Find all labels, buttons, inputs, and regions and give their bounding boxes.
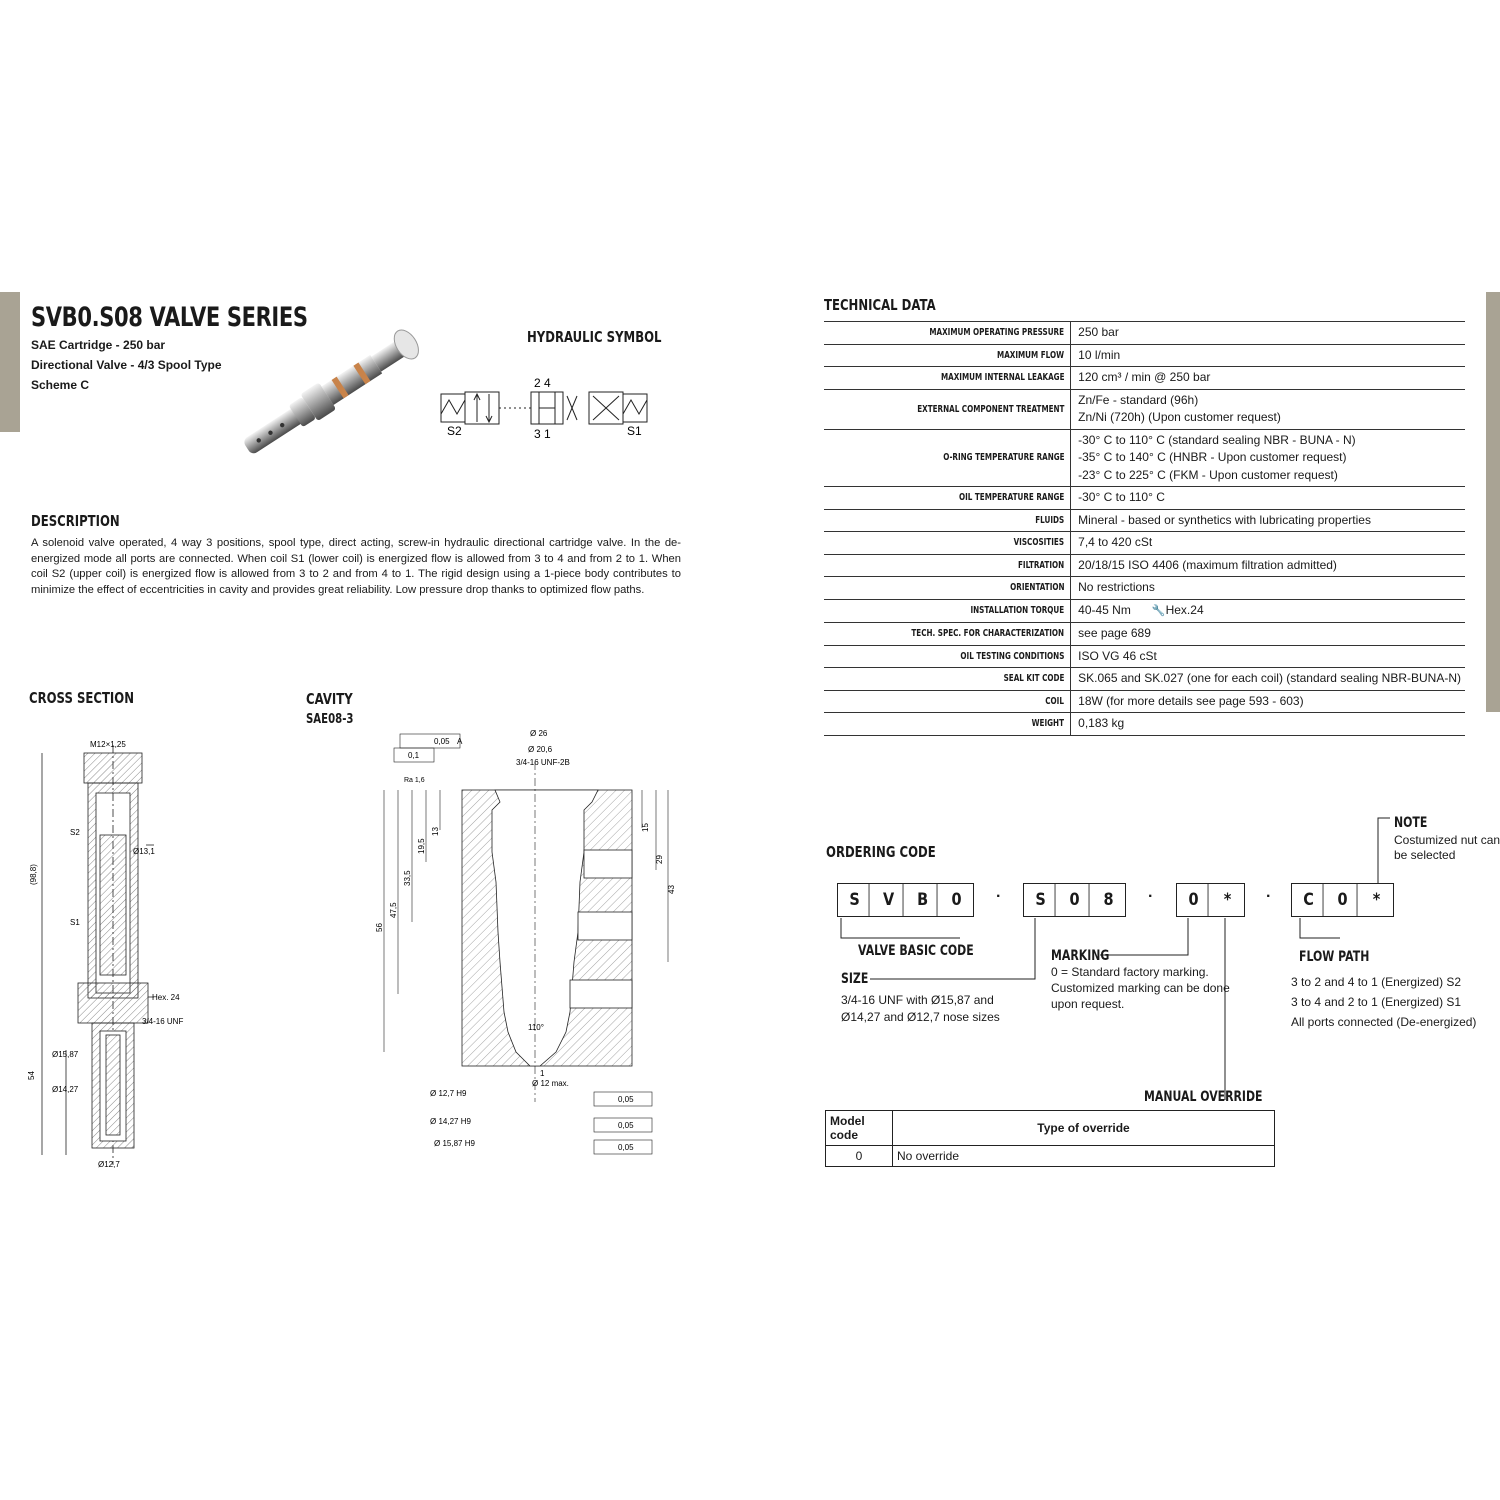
tech-value xyxy=(1071,429,1465,487)
tech-value-line: SK.065 and SK.027 (one for each coil) (standard sealing NBR-BUNA-N) xyxy=(1078,671,1461,685)
tech-label-text: SEAL KIT CODE xyxy=(1003,673,1065,685)
tech-label xyxy=(824,668,1071,691)
cs-d1587-label: Ø15,87 xyxy=(52,1050,79,1059)
size-text-2: Ø14,27 and Ø12,7 nose sizes xyxy=(841,1010,1000,1024)
symbol-ports-bottom: 3 1 xyxy=(534,427,551,441)
tech-row xyxy=(824,690,1465,713)
tech-value xyxy=(1071,713,1465,736)
tech-value-line: -35° C to 140° C (HNBR - Upon customer request) xyxy=(1078,450,1347,464)
tech-label-text: MAXIMUM OPERATING PRESSURE xyxy=(929,327,1065,339)
tech-label xyxy=(824,344,1071,367)
tech-value-line: 120 cm³ / min @ 250 bar xyxy=(1078,370,1211,384)
cav-dim56: 56 xyxy=(375,923,384,932)
code-char: B xyxy=(909,884,938,916)
tech-value-line: 18W (for more details see page 593 - 603) xyxy=(1078,693,1304,708)
tech-value-line: ISO VG 46 cSt xyxy=(1078,648,1157,663)
tech-label xyxy=(824,690,1071,713)
tech-row xyxy=(824,367,1465,390)
cav-dim475: 47,5 xyxy=(389,902,398,918)
tech-label-text: OIL TEMPERATURE RANGE xyxy=(958,492,1065,504)
right-edge-bar xyxy=(1486,292,1500,712)
tech-row xyxy=(824,668,1465,691)
technical-data-table xyxy=(824,321,1465,736)
tech-row xyxy=(824,599,1465,623)
cav-conc-2: 0,05 xyxy=(618,1121,634,1130)
tech-label-text: WEIGHT xyxy=(1031,718,1065,730)
description-text: A solenoid valve operated, 4 way 3 positions, spool type, direct acting, screw-in hydraulic directional cartridge valve. In the de-energized mode all ports are connected. When coil S1 (lower coil) is energized flow is allowed from 3 to 4 and from 2 to 1. When coil S2 (upper coil) is energized flow is allowed from 3 to 2 and from 4 to 1. The rigid design using a 1-piece body contributes to minimize the effect of eccentricities in cavity and provides great reliability. Low pressure drop thanks to optimized flow paths. xyxy=(31,537,681,596)
description-title: DESCRIPTION xyxy=(31,512,120,530)
page-title: SVB0.S08 VALVE SERIES xyxy=(31,302,308,333)
valve-basic-code-label: VALVE BASIC CODE xyxy=(858,943,974,959)
tech-row xyxy=(824,344,1465,367)
cav-dim15: 15 xyxy=(641,823,650,832)
flow-path-text-1: 3 to 2 and 4 to 1 (Energized) S2 xyxy=(1291,975,1462,989)
tech-value xyxy=(1071,599,1465,623)
tech-label xyxy=(824,599,1071,623)
cav-datum-a: A xyxy=(457,737,463,746)
tech-value-line: 0,183 kg xyxy=(1078,716,1125,730)
cs-s1-label: S1 xyxy=(70,918,80,927)
tech-value xyxy=(1071,487,1465,510)
cav-tol1: 0,05 xyxy=(434,737,450,746)
cs-length-label: (98,8) xyxy=(29,864,38,885)
cs-l54-label: 54 xyxy=(27,1071,36,1080)
tech-value-line: 40-45 Nm xyxy=(1078,602,1131,617)
tech-value-line: No restrictions xyxy=(1078,580,1155,594)
tech-label xyxy=(824,554,1071,577)
tech-label-text: MAXIMUM INTERNAL LEAKAGE xyxy=(940,372,1065,384)
subtitle-2: Directional Valve - 4/3 Spool Type xyxy=(31,358,222,372)
tech-label xyxy=(824,389,1071,429)
cs-d131-label: Ø13,1 xyxy=(133,847,155,856)
cs-thread-label: M12×1,25 xyxy=(90,740,126,749)
hydraulic-symbol xyxy=(437,374,652,442)
wrench-icon: 🔧 xyxy=(1148,604,1166,617)
tech-label xyxy=(824,532,1071,555)
tech-value-line: -23° C to 225° C (FKM - Upon customer request) xyxy=(1078,467,1338,482)
marking-title: MARKING xyxy=(1051,948,1110,964)
cross-section-drawing xyxy=(28,735,188,1175)
cavity-title: CAVITY xyxy=(306,690,353,708)
subtitle-3: Scheme C xyxy=(31,378,90,392)
code-char: 0 xyxy=(951,890,962,910)
tech-label-text: OIL TESTING CONDITIONS xyxy=(960,650,1065,662)
cav-h127: Ø 12,7 H9 xyxy=(430,1089,467,1098)
symbol-s1-label: S1 xyxy=(627,424,642,438)
marking-text-3: upon request. xyxy=(1051,997,1125,1011)
tech-row xyxy=(824,389,1465,429)
tech-row xyxy=(824,713,1465,736)
size-title: SIZE xyxy=(841,971,869,987)
tech-value xyxy=(1071,554,1465,577)
tech-value xyxy=(1071,623,1465,646)
cs-d127-label: Ø12,7 xyxy=(98,1160,120,1169)
override-header-type: Type of override xyxy=(893,1111,1275,1146)
override-table xyxy=(825,1110,1275,1167)
tech-value xyxy=(1071,344,1465,367)
cavity-drawing xyxy=(370,722,676,1162)
tech-row xyxy=(824,577,1465,600)
tech-value xyxy=(1071,367,1465,390)
note-text-2: be selected xyxy=(1394,848,1456,862)
tech-label xyxy=(824,429,1071,487)
tech-value-line: 10 l/min xyxy=(1078,347,1121,362)
cav-dim43: 43 xyxy=(667,885,676,894)
tech-label xyxy=(824,487,1071,510)
tech-label-text: FLUIDS xyxy=(1035,514,1065,526)
cav-dim29: 29 xyxy=(655,855,664,864)
tech-value-line: -30° C to 110° C (standard sealing NBR - BUNA - N) xyxy=(1078,432,1356,447)
code-separator: · xyxy=(1148,888,1154,905)
code-separator: · xyxy=(1266,888,1272,905)
cav-ang110: 110° xyxy=(528,1023,544,1032)
ordering-code-title: ORDERING CODE xyxy=(826,843,936,861)
tech-value xyxy=(1071,577,1465,600)
cav-tol2: 0,1 xyxy=(408,751,420,760)
tech-row xyxy=(824,623,1465,646)
code-char: 0 xyxy=(1061,884,1090,916)
override-row-model: 0 xyxy=(826,1146,893,1167)
marking-text-1: 0 = Standard factory marking. xyxy=(1051,965,1209,979)
tech-row xyxy=(824,645,1465,668)
tech-row xyxy=(824,429,1465,487)
tech-row xyxy=(824,322,1465,345)
cav-h1587: Ø 15,87 H9 xyxy=(434,1139,475,1148)
cav-unf: 3/4-16 UNF-2B xyxy=(516,758,570,767)
flow-path-text-3: All ports connected (De-energized) xyxy=(1291,1015,1477,1029)
valve-product-image xyxy=(232,330,442,470)
subtitle-1: SAE Cartridge - 250 bar xyxy=(31,338,166,352)
tech-value-line: 250 bar xyxy=(1078,325,1119,339)
tech-value xyxy=(1071,389,1465,429)
size-text-1: 3/4-16 UNF with Ø15,87 and xyxy=(841,993,994,1007)
code-char: S xyxy=(841,884,870,916)
cs-s2-label: S2 xyxy=(70,828,80,837)
cav-d26: Ø 26 xyxy=(530,729,548,738)
cs-d1427-label: Ø14,27 xyxy=(52,1085,79,1094)
cross-section-title: CROSS SECTION xyxy=(29,689,135,707)
flow-path-title: FLOW PATH xyxy=(1299,949,1370,965)
tech-label-text: MAXIMUM FLOW xyxy=(997,349,1065,361)
code-char: 8 xyxy=(1103,890,1114,910)
cav-dim13: 13 xyxy=(431,827,440,836)
tech-label xyxy=(824,367,1071,390)
tech-label xyxy=(824,322,1071,345)
tech-row xyxy=(824,487,1465,510)
tech-value-line: -30° C to 110° C xyxy=(1078,490,1165,504)
code-char: 0 xyxy=(1329,884,1358,916)
cav-dim335: 33,5 xyxy=(403,870,412,886)
override-row-type: No override xyxy=(893,1146,1275,1167)
cav-d12: Ø 12 max. xyxy=(532,1079,569,1088)
tech-label xyxy=(824,645,1071,668)
cav-dim195: 19,5 xyxy=(417,838,426,854)
tech-label-text: ORIENTATION xyxy=(1009,582,1065,594)
code-char: V xyxy=(875,884,904,916)
cs-unf-label: 3/4-16 UNF xyxy=(142,1017,184,1026)
cav-d206: Ø 20,6 xyxy=(528,745,553,754)
tech-label-text: EXTERNAL COMPONENT TREATMENT xyxy=(916,403,1065,415)
tech-label-text: VISCOSITIES xyxy=(1013,537,1065,549)
tech-value-line: see page 689 xyxy=(1078,626,1151,640)
tech-row xyxy=(824,532,1465,555)
tech-value xyxy=(1071,645,1465,668)
flow-path-text-2: 3 to 4 and 2 to 1 (Energized) S1 xyxy=(1291,995,1462,1009)
code-char: * xyxy=(1223,890,1232,910)
hex-size: Hex.24 xyxy=(1165,602,1204,617)
cav-conc-1: 0,05 xyxy=(618,1095,634,1104)
tech-label-text: FILTRATION xyxy=(1017,559,1065,571)
cav-conc-3: 0,05 xyxy=(618,1143,634,1152)
tech-value xyxy=(1071,690,1465,713)
tech-label xyxy=(824,509,1071,532)
code-char: * xyxy=(1372,890,1381,910)
tech-label xyxy=(824,713,1071,736)
tech-value-line: 20/18/15 ISO 4406 (maximum filtration admitted) xyxy=(1078,557,1337,572)
tech-row xyxy=(824,509,1465,532)
cav-port1: 1 xyxy=(540,1069,545,1078)
tech-value xyxy=(1071,322,1465,345)
tech-value-line: Mineral - based or synthetics with lubricating properties xyxy=(1078,512,1371,527)
tech-label-text: TECH. SPEC. FOR CHARACTERIZATION xyxy=(911,628,1065,640)
tech-label xyxy=(824,623,1071,646)
tech-value-line: 7,4 to 420 cSt xyxy=(1078,535,1153,549)
manual-override-title: MANUAL OVERRIDE xyxy=(1144,1089,1263,1105)
note-title: NOTE xyxy=(1394,815,1428,831)
tech-value xyxy=(1071,509,1465,532)
code-char: S xyxy=(1027,884,1056,916)
tech-label-text: O-RING TEMPERATURE RANGE xyxy=(942,452,1065,464)
note-text-1: Costumized nut can xyxy=(1394,833,1500,847)
marking-text-2: Customized marking can be done xyxy=(1051,981,1230,995)
tech-label-text: COIL xyxy=(1045,695,1065,707)
tech-value xyxy=(1071,532,1465,555)
tech-value-line: Zn/Fe - standard (96h) xyxy=(1078,392,1199,407)
hydraulic-symbol-title: HYDRAULIC SYMBOL xyxy=(527,328,662,346)
code-separator: · xyxy=(996,888,1002,905)
code-char: C xyxy=(1295,884,1324,916)
override-header-model: Model code xyxy=(826,1111,893,1146)
cs-hex-label: Hex. 24 xyxy=(152,993,180,1002)
cav-ra16: Ra 1,6 xyxy=(404,777,425,784)
technical-data-title: TECHNICAL DATA xyxy=(824,296,936,314)
symbol-s2-label: S2 xyxy=(447,424,462,438)
tech-label-text: INSTALLATION TORQUE xyxy=(970,605,1065,617)
cavity-subtitle: SAE08-3 xyxy=(306,712,354,727)
tech-label xyxy=(824,577,1071,600)
tech-value xyxy=(1071,668,1465,691)
symbol-ports-top: 2 4 xyxy=(534,376,551,390)
cav-h1427: Ø 14,27 H9 xyxy=(430,1117,471,1126)
tech-value-line: Zn/Ni (720h) (Upon customer request) xyxy=(1078,410,1281,424)
left-edge-bar xyxy=(0,292,20,432)
tech-row xyxy=(824,554,1465,577)
code-char: 0 xyxy=(1180,884,1209,916)
